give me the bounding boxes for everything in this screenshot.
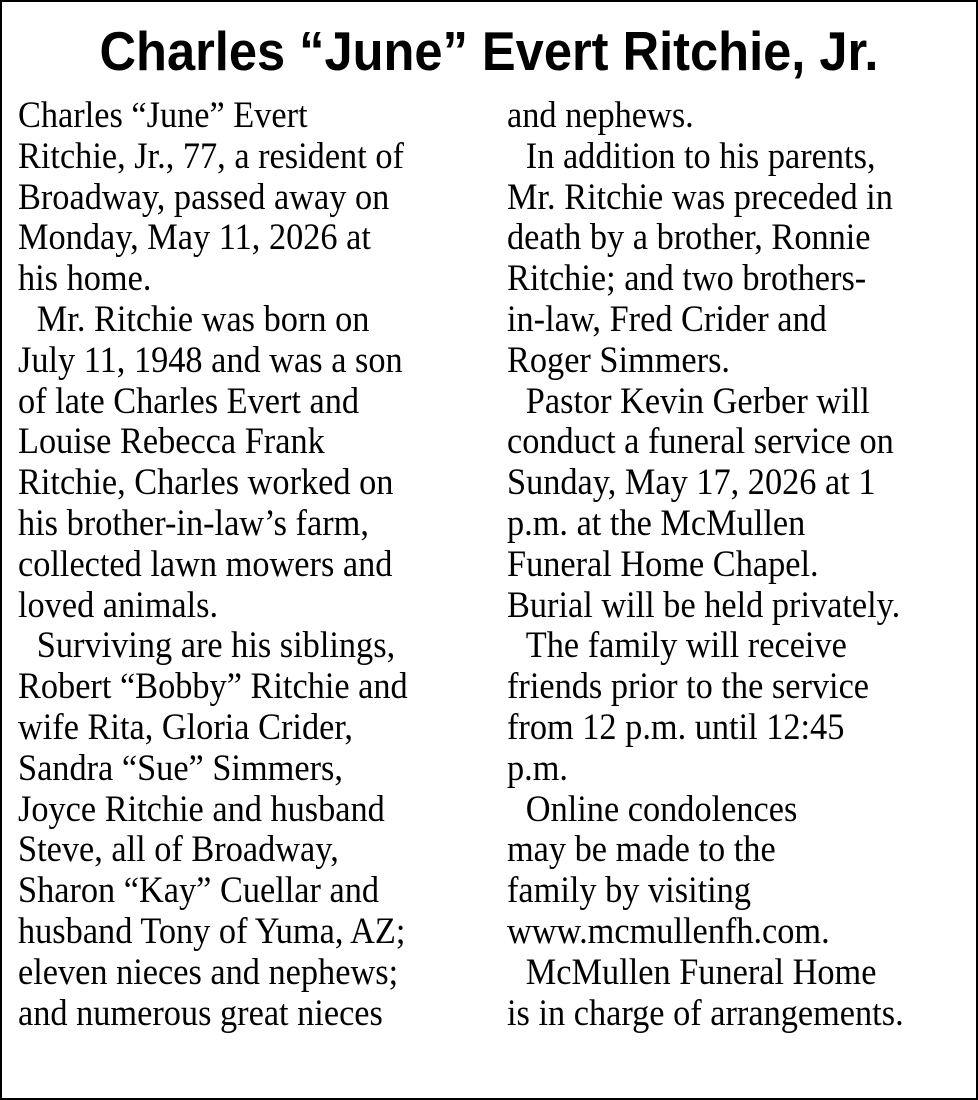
left-column: [18, 95, 408, 1033]
right-column-line: is in charge of arrangements.: [507, 991, 904, 1033]
left-column-line: his home.: [18, 257, 152, 299]
right-column-line: friends prior to the service: [507, 665, 870, 707]
right-column-line: McMullen Funeral Home: [525, 950, 877, 992]
left-column-line: Monday, May 11, 2026 at: [18, 216, 371, 258]
right-column-line: p.m.: [507, 746, 569, 788]
right-column-line: from 12 p.m. until 12:45: [507, 705, 845, 747]
right-column-line: Ritchie; and two brothers-: [507, 257, 867, 299]
left-column-line: Joyce Ritchie and husband: [18, 787, 385, 829]
right-column-line: Mr. Ritchie was preceded in: [507, 175, 893, 217]
right-column-line: Funeral Home Chapel.: [507, 542, 819, 584]
right-column-line: www.mcmullenfh.com.: [507, 909, 830, 951]
right-column-line: conduct a funeral service on: [507, 420, 894, 462]
left-column-line: Charles “June” Evert: [18, 94, 308, 135]
left-column-line: collected lawn mowers and: [18, 542, 393, 584]
right-column-line: and nephews.: [507, 94, 694, 135]
left-column-line: Broadway, passed away on: [18, 175, 390, 217]
right-column-line: family by visiting: [507, 869, 751, 911]
right-column-line: may be made to the: [507, 828, 776, 870]
left-column-line: his brother-in-law’s farm,: [18, 501, 369, 543]
left-column-line: July 11, 1948 and was a son: [18, 338, 403, 380]
right-column-line: In addition to his parents,: [525, 134, 876, 176]
left-column-line: of late Charles Evert and: [18, 379, 360, 421]
left-column-line: wife Rita, Gloria Crider,: [18, 705, 353, 747]
left-column-line: Robert “Bobby” Ritchie and: [18, 665, 408, 707]
obituary-title: Charles “June” Evert Ritchie, Jr.: [99, 20, 879, 82]
left-column-line: and numerous great nieces: [18, 991, 383, 1033]
right-column-line: Burial will be held privately.: [507, 583, 901, 625]
right-column-line: death by a brother, Ronnie: [507, 216, 871, 258]
left-column-line: Sandra “Sue” Simmers,: [18, 746, 343, 788]
left-column-line: Surviving are his siblings,: [36, 624, 396, 666]
right-column-line: The family will receive: [525, 624, 847, 666]
left-column-line: Sharon “Kay” Cuellar and: [18, 869, 380, 911]
left-column-line: Steve, all of Broadway,: [18, 828, 339, 870]
left-column-line: husband Tony of Yuma, AZ;: [18, 909, 406, 951]
right-column-line: Sunday, May 17, 2026 at 1: [507, 461, 876, 503]
right-column-line: Online condolences: [525, 787, 798, 829]
left-column-line: loved animals.: [18, 583, 219, 625]
left-column-line: Mr. Ritchie was born on: [36, 297, 370, 339]
right-column-line: p.m. at the McMullen: [507, 501, 806, 543]
right-column: [507, 95, 904, 1033]
left-column-line: Ritchie, Jr., 77, a resident of: [18, 134, 404, 176]
right-column-line: in-law, Fred Crider and: [507, 297, 827, 339]
left-column-line: Ritchie, Charles worked on: [18, 461, 394, 503]
left-column-line: eleven nieces and nephews;: [18, 950, 399, 992]
right-column-line: Pastor Kevin Gerber will: [525, 379, 870, 421]
right-column-line: Roger Simmers.: [507, 338, 731, 380]
left-column-line: Louise Rebecca Frank: [18, 420, 325, 462]
